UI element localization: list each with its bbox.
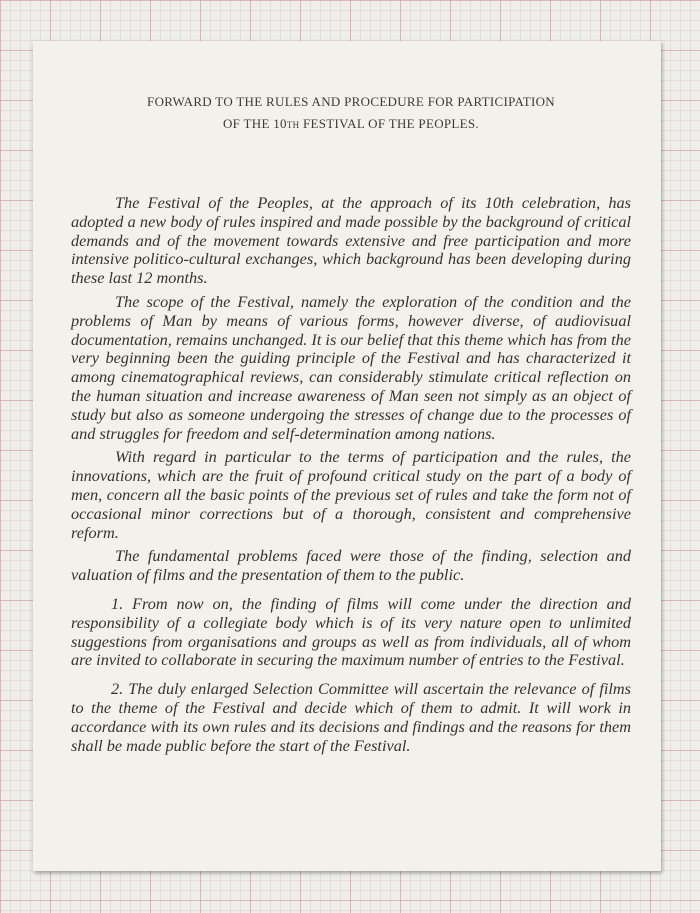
heading-line-1: FORWARD TO THE RULES AND PROCEDURE FOR PARTICIPATION [147,94,555,109]
document-body [71,194,631,755]
heading-ordinal-suffix: TH [286,120,300,130]
heading-line-2-end: FESTIVAL OF THE PEOPLES. [299,116,479,131]
heading-line-2-start: OF THE 10 [222,116,287,131]
paragraph-scope: The scope of the Festival, namely the exploration of the condition and the problems of Man by means of various forms, however diverse, of audiovisual documentation, remains unchanged. It is our belief that this theme which has from the very beginning been the guiding principle of the Festival and has characterized it among cinematographical reviews, can considerably stimulate critical reflection on the human situation and increase awareness of Man seen not simply as an object of study but also as someone undergoing the stresses of change due to the processes of and struggles for freedom and self-determination among nations. [71,291,631,443]
paragraph-point-2: 2. The duly enlarged Selection Committee will ascertain the relevance of films to the theme of the Festival and decide which of them to admit. It will work in accordance with its own rules and its decisions and findings and the reasons for them shall be made public before the start of the Festival. [71,679,631,755]
paragraph-point-1: 1. From now on, the finding of films will come under the direction and responsibility of a collegiate body which is of its very nature open to unlimited suggestions from organisations and groups as well as from individuals, all of whom are invited to collaborate in securing the maximum number of entries to the Festival. [71,593,631,670]
paragraph-problems: The fundamental problems faced were those of the finding, selection and valuation of films and the presentation of them to the public. [71,546,631,585]
paragraph-intro: The Festival of the Peoples, at the approach of its 10th celebration, has adopted a new body of rules inspired and made possible by the background of critical demands and of the movement towards extensive and free participation and more intensive politico-cultural exchanges, which background has been developing during these last 12 months. [71,193,631,288]
document-page [33,41,661,871]
heading-line-2 [71,113,631,136]
paragraph-innovations: With regard in particular to the terms of participation and the rules, the innovations, which are the fruit of profound critical study on the part of a body of men, concern all the basic points of the previous set of rules and take the form not of occasional minor corrections but of a thorough, consistent and comprehensive reform. [71,447,631,542]
document-heading [71,91,631,136]
